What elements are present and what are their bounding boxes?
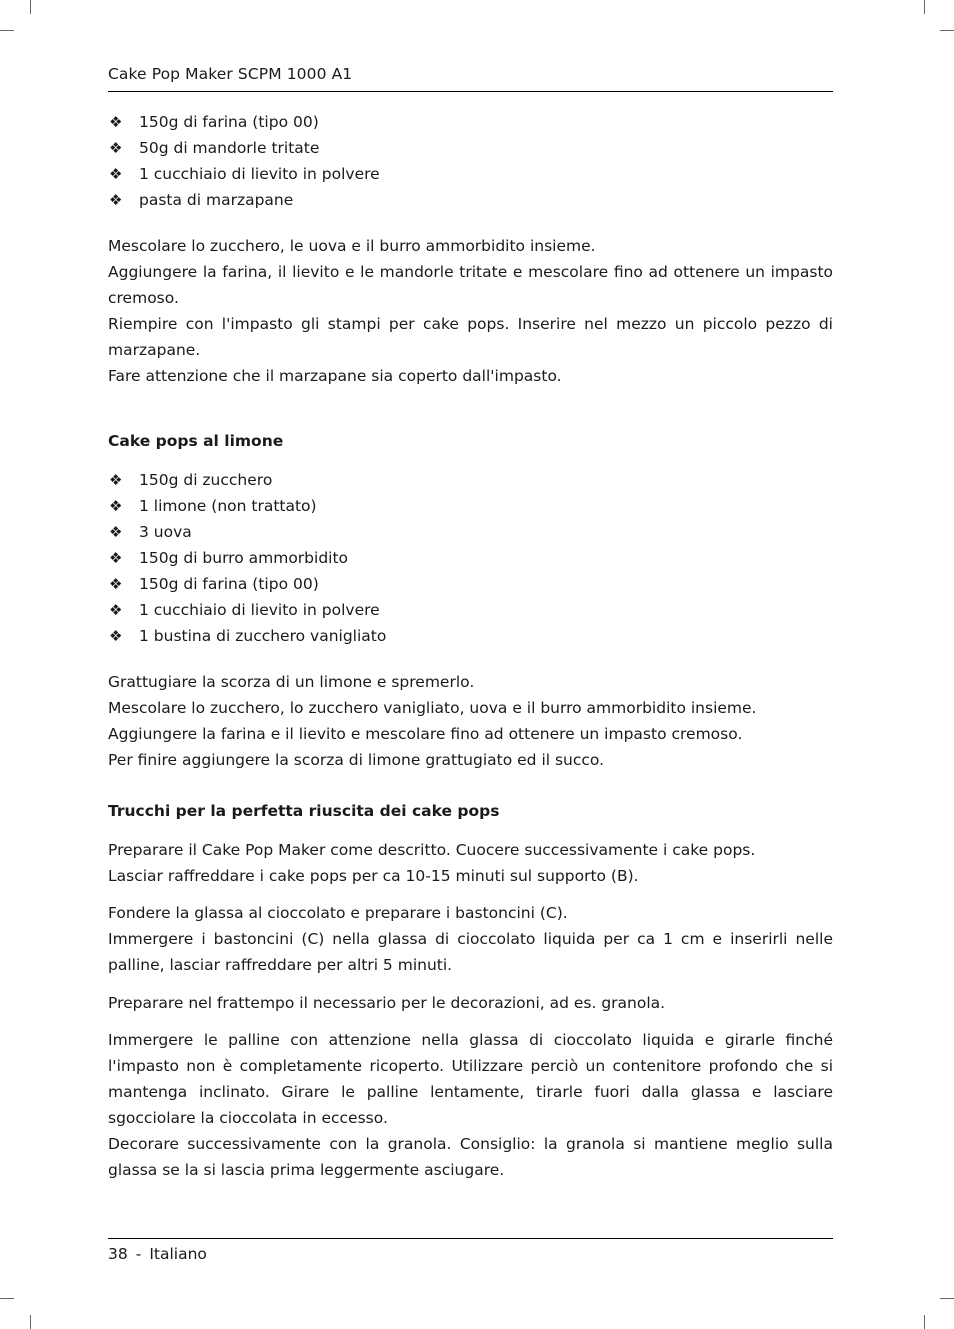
crop-mark <box>30 1315 31 1329</box>
ingredient-item: ❖ 3 uova <box>108 519 833 545</box>
diamond-bullet-icon: ❖ <box>109 601 123 619</box>
paragraph: Fondere la glassa al cioccolato e preparare i bastoncini (C). <box>108 904 568 922</box>
section-heading: Trucchi per la perfetta riuscita dei cake pops <box>108 802 500 820</box>
diamond-bullet-icon: ❖ <box>109 165 123 183</box>
page-header-title: Cake Pop Maker SCPM 1000 A1 <box>108 65 353 83</box>
paragraph: Immergere i bastoncini (C) nella glassa di cioccolato liquida per ca 1 cm e inserirli nelle palline, lasciar raffreddare per altri 5 minuti. <box>108 930 833 974</box>
diamond-bullet-icon: ❖ <box>109 471 123 489</box>
paragraph: Per finire aggiungere la scorza di limone grattugiato ed il succo. <box>108 751 605 769</box>
page-footer <box>108 1243 207 1265</box>
diamond-bullet-icon: ❖ <box>109 191 123 209</box>
page-number: 38 <box>108 1245 128 1263</box>
crop-mark <box>924 0 925 14</box>
ingredient-item: ❖ 150g di zucchero <box>108 467 833 493</box>
tips-group-3 <box>108 990 833 1016</box>
paragraph: Preparare il Cake Pop Maker come descritto. Cuocere successivamente i cake pops. <box>108 841 756 859</box>
diamond-bullet-icon: ❖ <box>109 575 123 593</box>
crop-mark <box>0 30 14 31</box>
tips-group-4 <box>108 1027 833 1183</box>
paragraph: Lasciar raffreddare i cake pops per ca 10-15 minuti sul supporto (B). <box>108 867 639 885</box>
footer-language: Italiano <box>149 1245 207 1263</box>
header-rule <box>108 91 833 92</box>
ingredient-list <box>108 109 833 213</box>
ingredient-item: ❖ 1 limone (non trattato) <box>108 493 833 519</box>
crop-mark <box>30 0 31 14</box>
crop-mark <box>940 1298 954 1299</box>
diamond-bullet-icon: ❖ <box>109 113 123 131</box>
paragraph: Mescolare lo zucchero, le uova e il burro ammorbidito insieme. <box>108 237 596 255</box>
paragraph: Immergere le palline con attenzione nella glassa di cioccolato liquida e girarle finché l'impasto non è completamente ricoperto. Utilizzare perciò un contenitore profondo che si mantenga inclinato. Girare le palline lentamente, tirarle fuori dalla glassa e lasciare sgocciolare la cioccolata in eccesso. <box>108 1031 833 1127</box>
paragraph: Mescolare lo zucchero, lo zucchero vanigliato, uova e il burro ammorbidito insieme. <box>108 699 757 717</box>
paragraph: Aggiungere la farina e il lievito e mescolare fino ad ottenere un impasto cremoso. <box>108 725 743 743</box>
paragraph: Riempire con l'impasto gli stampi per cake pops. Inserire nel mezzo un piccolo pezzo di marzapane. <box>108 315 833 359</box>
paragraph: Preparare nel frattempo il necessario per le decorazioni, ad es. granola. <box>108 994 666 1012</box>
ingredient-item: ❖ 50g di mandorle tritate <box>108 135 833 161</box>
ingredient-item: ❖ 1 cucchiaio di lievito in polvere <box>108 597 833 623</box>
diamond-bullet-icon: ❖ <box>109 627 123 645</box>
section-heading: Cake pops al limone <box>108 432 284 450</box>
crop-mark <box>924 1315 925 1329</box>
ingredient-item: ❖ 1 bustina di zucchero vanigliato <box>108 623 833 649</box>
section-marzipan <box>108 109 833 213</box>
paragraph: Decorare successivamente con la granola. Consiglio: la granola si mantiene meglio sulla glassa se la si lascia prima leggermente asciugare. <box>108 1135 833 1179</box>
footer-rule <box>108 1238 833 1239</box>
ingredients-lemon <box>108 467 833 649</box>
footer-separator: - <box>135 1245 142 1263</box>
ingredient-item: ❖ 150g di farina (tipo 00) <box>108 571 833 597</box>
diamond-bullet-icon: ❖ <box>109 497 123 515</box>
ingredient-list <box>108 467 833 649</box>
paragraph: Aggiungere la farina, il lievito e le mandorle tritate e mescolare fino ad ottenere un impasto cremoso. <box>108 263 833 307</box>
ingredient-item: ❖ pasta di marzapane <box>108 187 833 213</box>
paragraph: Grattugiare la scorza di un limone e spremerlo. <box>108 673 475 691</box>
crop-mark <box>940 30 954 31</box>
paragraph: Fare attenzione che il marzapane sia coperto dall'impasto. <box>108 367 562 385</box>
instructions-marzipan <box>108 233 833 389</box>
instructions-lemon <box>108 669 833 773</box>
tips-group-2 <box>108 900 833 978</box>
ingredient-item: ❖ 150g di farina (tipo 00) <box>108 109 833 135</box>
crop-mark <box>0 1298 14 1299</box>
ingredient-item: ❖ 1 cucchiaio di lievito in polvere <box>108 161 833 187</box>
diamond-bullet-icon: ❖ <box>109 549 123 567</box>
section-tips <box>108 798 833 824</box>
section-lemon <box>108 428 833 454</box>
ingredient-item: ❖ 150g di burro ammorbidito <box>108 545 833 571</box>
diamond-bullet-icon: ❖ <box>109 523 123 541</box>
tips-group-1 <box>108 837 833 889</box>
diamond-bullet-icon: ❖ <box>109 139 123 157</box>
